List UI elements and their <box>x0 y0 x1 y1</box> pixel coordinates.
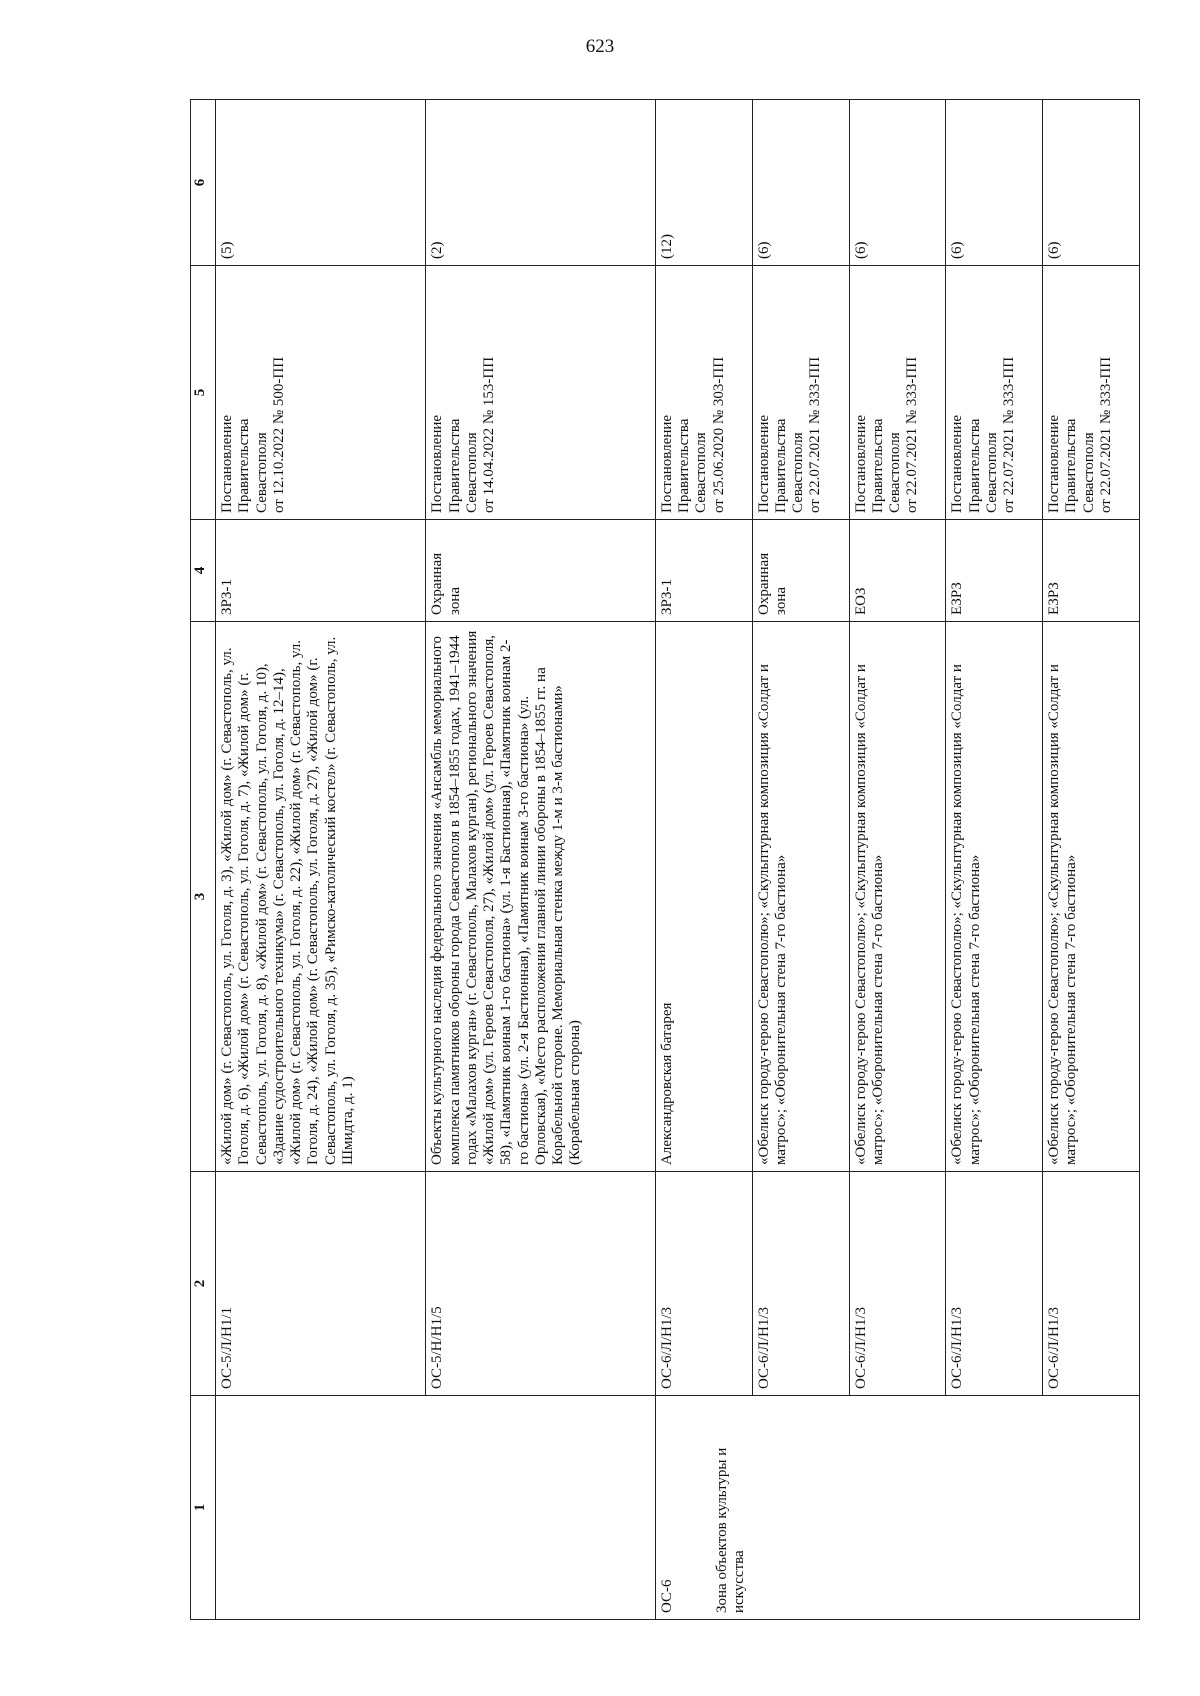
doc-line: от 22.07.2021 № 333-ПП <box>807 356 824 513</box>
doc-line: Севастополя <box>1080 432 1097 513</box>
legal-doc <box>655 266 752 520</box>
doc-line: Постановление <box>429 414 446 513</box>
rotated-table-container <box>190 100 1140 1620</box>
object-list: «Обелиск городу-герою Севастополю»; «Скульптурная композиция «Солдат и матрос»; «Оборонительная стена 7-го бастиона» <box>752 622 849 1172</box>
zone-cell-empty <box>216 1396 426 1620</box>
table-row <box>1043 100 1140 1620</box>
zone-type: ЗРЗ-1 <box>655 520 752 622</box>
doc-line: от 22.07.2021 № 333-ПП <box>1001 356 1018 513</box>
object-code: ОС-5/Л/Н1/1 <box>216 1172 426 1396</box>
doc-line: Постановление <box>1046 414 1063 513</box>
zones-table <box>190 99 1140 1620</box>
doc-line: Правительства <box>236 418 253 513</box>
legal-doc <box>216 266 426 520</box>
object-code: ОС-6/Л/Н1/3 <box>1043 1172 1140 1396</box>
table-row <box>752 100 849 1620</box>
legal-doc <box>1043 266 1140 520</box>
object-list: «Обелиск городу-герою Севастополю»; «Скульптурная композиция «Солдат и матрос»; «Оборонительная стена 7-го бастиона» <box>1043 622 1140 1172</box>
object-code: ОС-6/Л/Н1/3 <box>752 1172 849 1396</box>
header-col-5: 5 <box>191 266 216 520</box>
object-list: «Жилой дом» (г. Севастополь, ул. Гоголя, д. 3), «Жилой дом» (г. Севастополь, ул. Гоголя, д. 6), «Жилой дом» (г. Севастополь, ул. Гоголя, д. 7), «Жилой дом» (г. Севастополь, ул. Гоголя, д. 8), «Жилой дом» (г. Севастополь, ул. Гоголя, д. 10), «Здание судостроительного техникума» (г. Севастополь, ул. Гоголя, д. 12–14), «Жилой дом» (г. Севастополь, ул. Гоголя, д. 22), «Жилой дом» (г. Севастополь, ул. Гоголя, д. 24), «Жилой дом» (г. Севастополь, ул. Гоголя, д. 27), «Жилой дом» (г. Севастополь, ул. Гоголя, д. 35), «Римско-католический костел» (г. Севастополь, ул. Шмидта, д. 1) <box>216 622 426 1172</box>
doc-line: Постановление <box>852 414 869 513</box>
note: (6) <box>946 100 1043 266</box>
zone-type: ЕОЗ <box>849 520 946 622</box>
zone-type: ЗРЗ-1 <box>216 520 426 622</box>
doc-line: Правительства <box>676 418 693 513</box>
table-row <box>216 100 426 1620</box>
zone-cell <box>655 1396 1139 1620</box>
legal-doc <box>426 266 655 520</box>
note: (12) <box>655 100 752 266</box>
doc-line: Севастополя <box>463 432 480 513</box>
zone-cell-empty <box>426 1396 655 1620</box>
zone-name: Зона объектов культуры и искусства <box>714 1447 748 1613</box>
object-code: ОС-6/Л/Н1/3 <box>849 1172 946 1396</box>
doc-line: Постановление <box>658 414 675 513</box>
table-row <box>849 100 946 1620</box>
note: (6) <box>752 100 849 266</box>
zone-type: ЕЗРЗ <box>946 520 1043 622</box>
object-list: Александровская батарея <box>655 622 752 1172</box>
doc-line: Севастополя <box>693 432 710 513</box>
header-col-4: 4 <box>191 520 216 622</box>
table-row <box>655 100 752 1620</box>
header-col-6: 6 <box>191 100 216 266</box>
legal-doc <box>946 266 1043 520</box>
object-code: ОС-6/Л/Н1/3 <box>946 1172 1043 1396</box>
zone-code: ОС-6 <box>658 1579 675 1613</box>
doc-line: Постановление <box>949 414 966 513</box>
doc-line: Правительства <box>446 418 463 513</box>
doc-line: Правительства <box>869 418 886 513</box>
doc-line: от 12.10.2022 № 500-ПП <box>270 356 287 513</box>
zone-type: ЕЗРЗ <box>1043 520 1140 622</box>
header-col-2: 2 <box>191 1172 216 1396</box>
header-col-3: 3 <box>191 622 216 1172</box>
object-list: Объекты культурного наследия федерального значения «Ансамбль мемориального комплекса памятников обороны города Севастополя в 1854–1855 годах, 1941–1944 годах «Малахов курган» (г. Севастополь, Малахов курган), регионального значения «Жилой дом» (ул. Героев Севастополя, 27), «Жилой дом» (ул. Героев Севастополя, 58), «Памятник воинам 1-го бастиона» (ул. 1-я Бастионная), «Памятник воинам 2-го бастиона» (ул. 2-я Бастионная), «Памятник воинам 3-го бастиона» (ул. Орловская), «Место расположения главной линии обороны в 1854–1855 гг. на Корабельной стороне. Мемориальная стенка между 1-м и 3-м бастионами» (Корабельная сторона) <box>426 622 655 1172</box>
doc-line: от 14.04.2022 № 153-ПП <box>481 356 498 513</box>
header-row <box>191 100 216 1620</box>
note: (6) <box>849 100 946 266</box>
table-row <box>426 100 655 1620</box>
object-code: ОС-6/Л/Н1/3 <box>655 1172 752 1396</box>
note: (6) <box>1043 100 1140 266</box>
doc-line: Правительства <box>966 418 983 513</box>
doc-line: Правительства <box>1063 418 1080 513</box>
doc-line: от 22.07.2021 № 333-ПП <box>1097 356 1114 513</box>
doc-line: Севастополя <box>983 432 1000 513</box>
doc-line: от 22.07.2021 № 333-ПП <box>904 356 921 513</box>
doc-line: от 25.06.2020 № 303-ПП <box>710 356 727 513</box>
doc-line: Севастополя <box>253 432 270 513</box>
doc-line: Севастополя <box>790 432 807 513</box>
header-col-1: 1 <box>191 1396 216 1620</box>
zone-type: Охранная зона <box>752 520 849 622</box>
legal-doc <box>849 266 946 520</box>
doc-line: Постановление <box>755 414 772 513</box>
doc-line: Севастополя <box>887 432 903 513</box>
object-code: ОС-5/Н/Н1/5 <box>426 1172 655 1396</box>
doc-line: Правительства <box>772 418 789 513</box>
doc-line: Постановление <box>219 414 235 513</box>
zone-type: Охранная зона <box>426 520 655 622</box>
legal-doc <box>752 266 849 520</box>
page-number: 623 <box>585 36 615 57</box>
object-list: «Обелиск городу-герою Севастополю»; «Скульптурная композиция «Солдат и матрос»; «Оборонительная стена 7-го бастиона» <box>849 622 946 1172</box>
table-row <box>946 100 1043 1620</box>
note: (5) <box>216 100 426 266</box>
note: (2) <box>426 100 655 266</box>
object-list: «Обелиск городу-герою Севастополю»; «Скульптурная композиция «Солдат и матрос»; «Оборонительная стена 7-го бастиона» <box>946 622 1043 1172</box>
